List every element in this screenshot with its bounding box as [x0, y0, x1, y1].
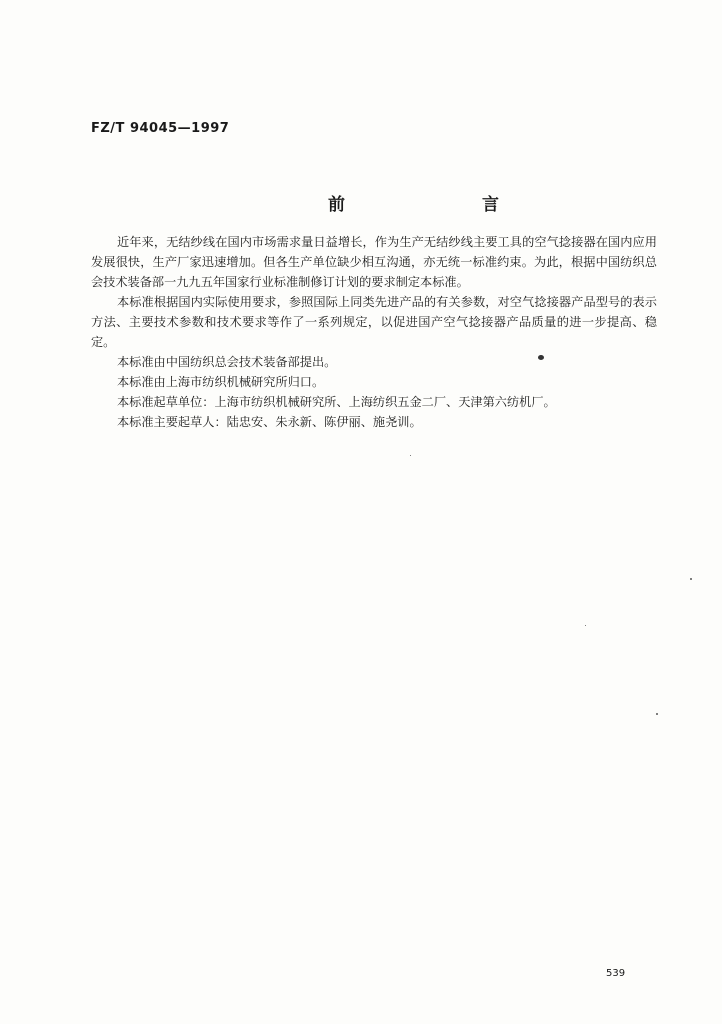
paragraph: 近年来，无结纱线在国内市场需求量日益增长，作为生产无结纱线主要工具的空气捻接器在国内应用发展很快，生产厂家迅速增加。但各生产单位缺少相互沟通，亦无统一标准约束。为此，根据中国纺织总会技术装备部一九九五年国家行业标准制修订计划的要求制定本标准。 [91, 235, 657, 289]
scan-speck [538, 355, 544, 360]
scan-speck [690, 578, 692, 580]
paragraph: 本标准主要起草人：陆忠安、朱永新、陈伊丽、施尧训。 [117, 415, 422, 429]
body-text [91, 232, 657, 432]
paragraph: 本标准由中国纺织总会技术装备部提出。 [117, 355, 337, 369]
page-number: 539 [606, 968, 626, 979]
scan-speck [656, 713, 658, 715]
scan-speck [585, 625, 586, 626]
paragraph: 本标准由上海市纺织机械研究所归口。 [117, 375, 325, 389]
page-title: 前 言 [328, 195, 559, 215]
paragraph: 本标准根据国内实际使用要求，参照国际上同类先进产品的有关参数，对空气捻接器产品型号的表示方法、主要技术参数和技术要求等作了一系列规定，以促进国产空气捻接器产品质量的进一步提高、稳定。 [91, 295, 657, 349]
paragraph: 本标准起草单位：上海市纺织机械研究所、上海纺织五金二厂、天津第六纺机厂。 [117, 395, 556, 409]
standard-code: FZ/T 94045—1997 [91, 121, 230, 136]
scan-speck [410, 455, 411, 456]
